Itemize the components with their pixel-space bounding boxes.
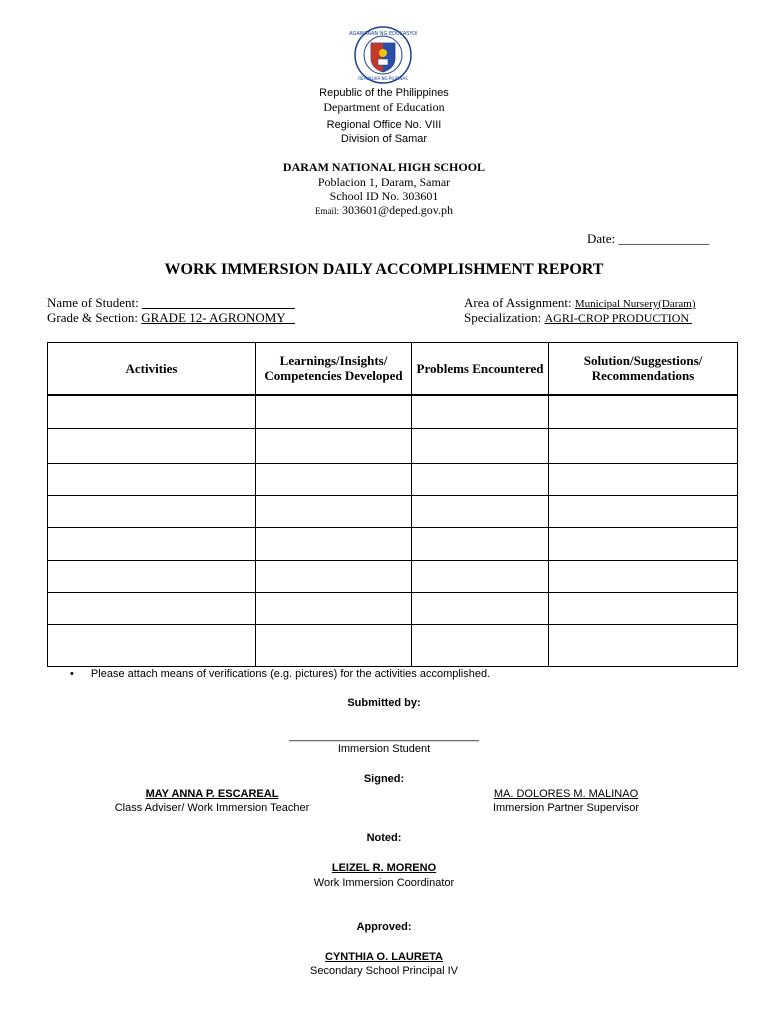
adviser-block (72, 787, 352, 815)
school-id: School ID No. 303601 (329, 189, 439, 203)
table-cell[interactable] (48, 624, 256, 666)
table-cell[interactable] (256, 464, 412, 496)
table-cell[interactable] (412, 560, 549, 592)
note-text: Please attach means of verifications (e.g. pictures) for the activities accomplished. (90, 668, 491, 680)
note-bullet: • (70, 668, 74, 680)
header-activities: Activities (48, 343, 256, 395)
table-cell[interactable] (256, 624, 412, 666)
email-label: Email: (315, 206, 340, 216)
table-body (48, 395, 738, 667)
table-cell[interactable] (549, 528, 738, 560)
table-cell[interactable] (256, 528, 412, 560)
table-cell[interactable] (412, 464, 549, 496)
table-cell[interactable] (48, 429, 256, 464)
table-cell[interactable] (549, 592, 738, 624)
specialization-field (464, 310, 692, 326)
table-cell[interactable] (549, 429, 738, 464)
table-cell[interactable] (549, 624, 738, 666)
student-signature-line: _______________________________ (289, 730, 479, 742)
school-email (0, 203, 768, 218)
student-name-label: Name of Student: (47, 295, 139, 310)
table-cell[interactable] (48, 395, 256, 429)
coordinator-role: Work Immersion Coordinator (313, 877, 455, 889)
school-address: Poblacion 1, Daram, Samar (317, 175, 451, 189)
student-name-value: ______________________ _ (141, 295, 295, 310)
noted-label: Noted: (366, 832, 402, 844)
table-cell[interactable] (256, 560, 412, 592)
table-row (48, 464, 738, 496)
table-header-row (48, 343, 738, 395)
grade-section-label: Grade & Section: (47, 310, 138, 325)
table-cell[interactable] (412, 528, 549, 560)
table-cell[interactable] (48, 464, 256, 496)
deped-seal-icon (349, 26, 417, 84)
table-cell[interactable] (412, 496, 549, 528)
table-cell[interactable] (48, 560, 256, 592)
table-row (48, 528, 738, 560)
region-line: Regional Office No. VIII (326, 119, 442, 131)
table-row (48, 395, 738, 429)
table-cell[interactable] (412, 429, 549, 464)
table-cell[interactable] (256, 395, 412, 429)
principal-role: Secondary School Principal IV (310, 965, 458, 977)
svg-text:REPUBLIKA NG PILIPINAS: REPUBLIKA NG PILIPINAS (358, 76, 408, 81)
table-cell[interactable] (256, 592, 412, 624)
student-name-field (47, 295, 295, 310)
date-blank: ______________ (618, 231, 710, 246)
table-row (48, 429, 738, 464)
report-title: WORK IMMERSION DAILY ACCOMPLISHMENT REPORT (164, 261, 604, 278)
table-cell[interactable] (48, 592, 256, 624)
supervisor-name: MA. DOLORES M. MALINAO (493, 788, 639, 800)
division-line: Division of Samar (340, 133, 428, 145)
supervisor-block (446, 787, 686, 815)
submitted-by-label: Submitted by: (347, 697, 421, 709)
accomplishment-table (47, 342, 738, 667)
specialization-label: Specialization: (464, 310, 542, 325)
grade-section-value: GRADE 12- AGRONOMY (141, 310, 295, 325)
grade-section-field (47, 310, 295, 325)
table-cell[interactable] (412, 592, 549, 624)
header-solutions: Solution/Suggestions/ Recommendations (549, 343, 738, 395)
principal-name: CYNTHIA O. LAURETA (325, 951, 443, 963)
header-learnings: Learnings/Insights/ Competencies Developed (256, 343, 412, 395)
table-cell[interactable] (549, 496, 738, 528)
table-row (48, 496, 738, 528)
supervisor-role: Immersion Partner Supervisor (492, 802, 640, 814)
table-cell[interactable] (412, 395, 549, 429)
table-row (48, 592, 738, 624)
table-cell[interactable] (48, 528, 256, 560)
adviser-role: Class Adviser/ Work Immersion Teacher (114, 802, 310, 814)
adviser-name: MAY ANNA P. ESCAREAL (145, 788, 279, 800)
table-cell[interactable] (549, 464, 738, 496)
department-line: Department of Education (323, 100, 445, 114)
table-row (48, 624, 738, 666)
date-field (587, 231, 709, 246)
area-assignment-value: Municipal Nursery(Daram) (574, 298, 696, 310)
school-name: DARAM NATIONAL HIGH SCHOOL (282, 160, 486, 174)
header-problems: Problems Encountered (412, 343, 549, 395)
table-cell[interactable] (256, 429, 412, 464)
coordinator-name: LEIZEL R. MORENO (331, 862, 437, 874)
email-value: 303601@deped.gov.ph (342, 203, 453, 217)
svg-text:KAGAWARAN NG EDUKASYON: KAGAWARAN NG EDUKASYON (349, 31, 417, 37)
attachment-note (70, 667, 490, 681)
area-assignment-label: Area of Assignment: (464, 295, 572, 310)
table-cell[interactable] (549, 395, 738, 429)
student-role: Immersion Student (337, 743, 431, 755)
table-cell[interactable] (549, 560, 738, 592)
republic-line: Republic of the Philippines (319, 87, 449, 99)
table-cell[interactable] (48, 496, 256, 528)
signed-label: Signed: (363, 773, 405, 785)
table-cell[interactable] (412, 624, 549, 666)
date-label: Date: (587, 231, 616, 246)
approved-label: Approved: (356, 921, 412, 933)
table-cell[interactable] (256, 496, 412, 528)
table-row (48, 560, 738, 592)
specialization-value: AGRI-CROP PRODUCTION (544, 311, 693, 325)
